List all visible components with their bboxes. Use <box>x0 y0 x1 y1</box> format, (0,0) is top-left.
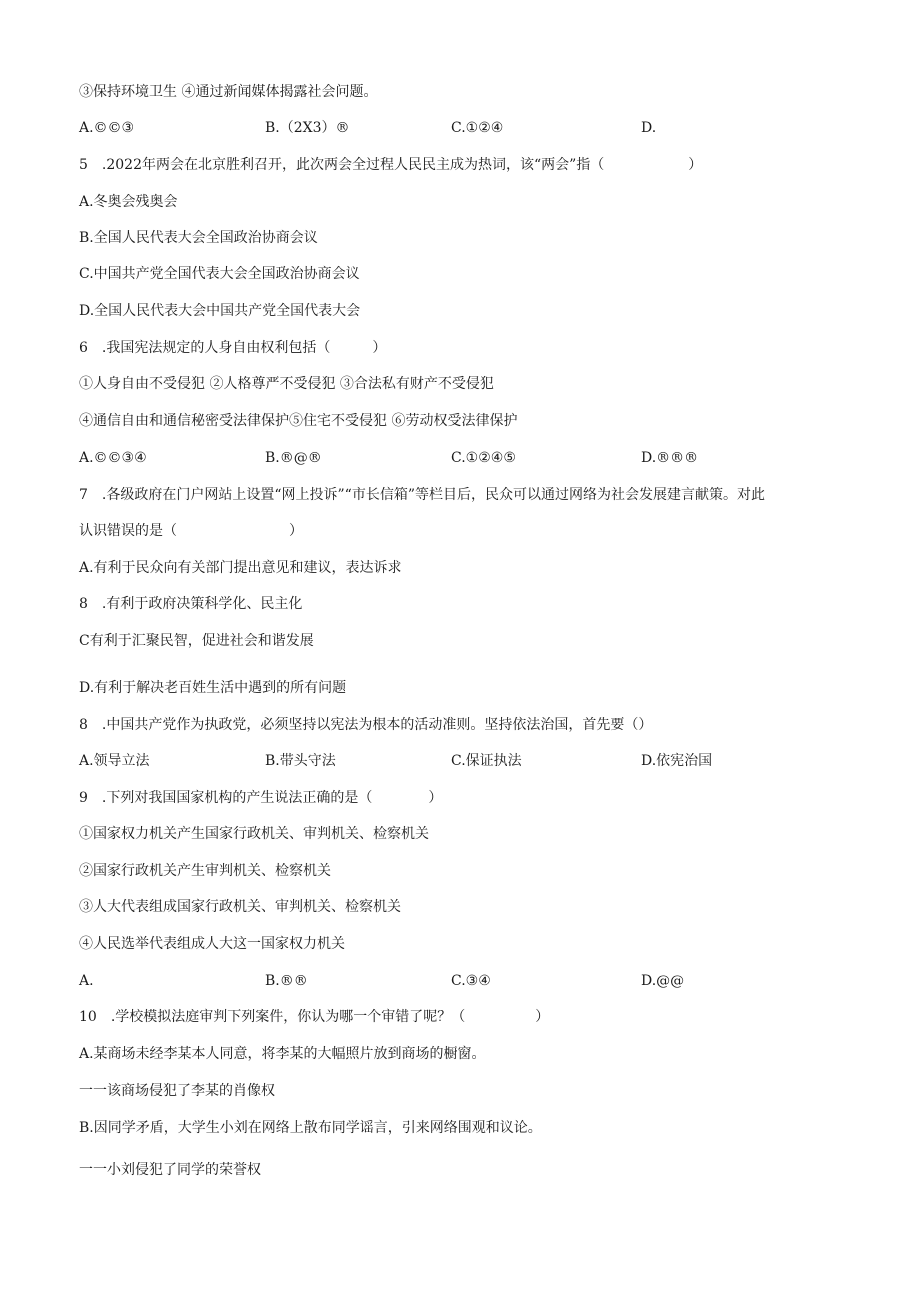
q6-option-a: A.©©③④ <box>79 450 147 466</box>
q10-option-b-verdict: 一一小刘侵犯了同学的荣誉权 <box>79 1162 261 1178</box>
q10-stem: 10 .学校模拟法庭审判下列案件，你认为哪一个审错了呢？（ ） <box>79 1009 550 1025</box>
q7-option-c: C有利于汇聚民智，促进社会和谐发展 <box>79 633 314 649</box>
q7-stem-continued: 认识错误的是（ ） <box>79 523 303 539</box>
q9-option-c: C.③④ <box>451 973 491 989</box>
q6-stem: 6 .我国宪法规定的人身自由权利包括（ ） <box>79 340 387 356</box>
q9-statement-1: ①国家权力机关产生国家行政机关、审判机关、检察机关 <box>79 826 429 842</box>
q9-statement-4: ④人民选举代表组成人大这一国家权力机关 <box>79 936 345 952</box>
q5-option-b: B.全国人民代表大会全国政治协商会议 <box>79 230 318 246</box>
q6-statements-2: ④通信自由和通信秘密受法律保护⑤住宅不受侵犯 ⑥劳动权受法律保护 <box>79 413 518 429</box>
q9-option-b: B.®® <box>265 973 308 989</box>
q8-option-b: B.带头守法 <box>265 753 336 769</box>
q10-option-b: B.因同学矛盾，大学生小刘在网络上散布同学谣言，引来网络围观和议论。 <box>79 1120 542 1136</box>
q4-option-c: C.①②④ <box>451 120 504 136</box>
q7-option-b: 8 .有利于政府决策科学化、民主化 <box>79 596 303 612</box>
q10-option-a: A.某商场未经李某本人同意，将李某的大幅照片放到商场的橱窗。 <box>79 1046 486 1062</box>
q7-option-d: D.有利于解决老百姓生活中遇到的所有问题 <box>79 680 347 696</box>
q5-stem: 5 .2022年两会在北京胜利召开，此次两会全过程人民民主成为热词，该“两会”指（ ） <box>79 157 703 173</box>
q6-option-b: B.®@® <box>265 450 322 466</box>
q5-option-d: D.全国人民代表大会中国共产党全国代表大会 <box>79 303 361 319</box>
q9-stem: 9 .下列对我国国家机构的产生说法正确的是（ ） <box>79 790 443 806</box>
q8-option-c: C.保证执法 <box>451 753 522 769</box>
q9-statement-2: ②国家行政机关产生审判机关、检察机关 <box>79 863 331 879</box>
q9-statement-3: ③人大代表组成国家行政机关、审判机关、检察机关 <box>79 899 401 915</box>
q6-option-d: D.®®® <box>641 450 699 466</box>
q4-option-a: A.©©③ <box>79 120 135 136</box>
q4-option-d: D. <box>641 120 657 136</box>
q7-stem: 7 .各级政府在门户网站上设置“网上投诉”“市长信箱”等栏目后，民众可以通过网络为社会发展建言献策。对此 <box>79 487 765 503</box>
q9-option-a: A. <box>79 973 94 989</box>
q5-option-a: A.冬奥会残奥会 <box>79 194 178 210</box>
q4-option-b: B.（2X3）® <box>265 120 350 136</box>
q8-option-a: A.领导立法 <box>79 753 150 769</box>
q5-option-c: C.中国共产党全国代表大会全国政治协商会议 <box>79 266 360 282</box>
q4-statement-3-4: ③保持环境卫生 ④通过新闻媒体揭露社会问题。 <box>79 84 378 100</box>
q7-option-a: A.有利于民众向有关部门提出意见和建议，表达诉求 <box>79 560 402 576</box>
q8-stem: 8 .中国共产党作为执政党，必须坚持以宪法为根本的活动准则。坚持依法治国，首先要（） <box>79 717 653 733</box>
q6-option-c: C.①②④⑤ <box>451 450 516 466</box>
q8-option-d: D.依宪治国 <box>641 753 713 769</box>
q10-option-a-verdict: 一一该商场侵犯了李某的肖像权 <box>79 1083 275 1099</box>
q9-option-d: D.@@ <box>641 973 685 989</box>
q6-statements-1: ①人身自由不受侵犯 ②人格尊严不受侵犯 ③合法私有财产不受侵犯 <box>79 376 494 392</box>
